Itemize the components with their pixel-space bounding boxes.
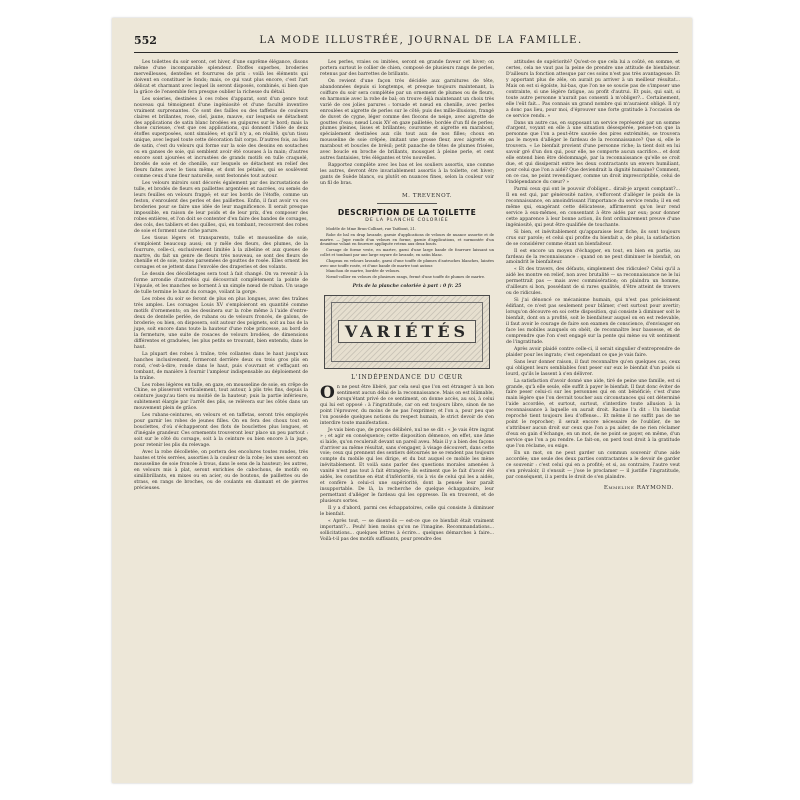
- paragraph: Rapportez complète avec les bas et les souliers assortis, une comme les autres, devront être invariablement assortis à la toilette, cet hiver; gants de Suède blancs, ou plutôt en nuances fines, selon la couleur voir un fil de bras.: [320, 163, 494, 187]
- paragraph: Sans leur donner raison, il faut reconnaître qu'en quelques cas, ceux qui obligent leurs semblables font peser sur eux le bienfait d'un poids si lourd, qu'ils le lassent à s'en délivrer.: [506, 359, 680, 377]
- paragraph: Les toilettes du soir seront, cet hiver, d'une suprême élégance, disons même d'une incomparable splendeur. Étoffes superbes, broderies merveilleuses, dentelles et fourrures de prix : voilà les éléments qui doivent en constituer le fonds; mais, ce qui vaut plus encore, c'est l'art délicat et charmant avec lequel ils seront disposés, combinés, si bien que la grâce de l'ensemble fera presque oublier la richesse du détail.: [134, 60, 308, 95]
- paragraph: Je vais bien que, de propos délibéré, nul ne se dit : « Je vais être ingrat » ; et agir en conséquence; cette disposition démence, en effet, une âme si laide, qu'on reculerait devant un pareil aveu. Mais il y a bien des façons d'arriver au même résultat, sans s'engager, à visage découvert, dans cette voie; ceux qui prennent des sentiers détournés ne se rendent pas toujours compte du mobile qui les dirige, et du but auquel ce mobile les mène inévitablement. Et voilà sans parler des questions morales amenées à vanité n'est pas tout à fait étrangère; ils estiment que le fait d'avoir été aidés, les constitue en état d'infériorité, vis à vis de celui qui les a aidés, et confère à celui-ci une supériorité, dont la pensée leur paraît insupportable. De là, la recherche de quelque échappatoire, leur permettant d'alléger le fardeau qui les oppresse. Ils en trouvent, et de plusieurs sortes.: [320, 427, 494, 505]
- varietes-vignette: [324, 295, 490, 369]
- journal-page: [112, 18, 692, 783]
- page-header: [134, 28, 678, 53]
- price-note: Prix de la planche coloriée à part : 0 fr. 25: [352, 283, 462, 289]
- article-opening: [320, 382, 494, 427]
- paragraph: Les soieries, destinées à ces robes d'apparat, sont d'un genre tout nouveau qui témoignent d'une ingéniosité et d'une faculté inventive vraiment surprenantes. Ce sont des failles ou des taffetas de couleurs claires et brillantes, rose, ciel, jaune, mauve, sur lesquels se détachent des applications de satin blanc brodées en guipures sur le bord; mais la chose curieuse, c'est que ces applications, qui donnent l'idée de deux étoffes superposées, sont simulées; et qu'il n'y a, en réalité, qu'un tissu unique, avec lequel toute cette décoration fait corps. D'autres fois, au lieu de satin, c'est du velours qui forme sur la soie des dessins en soutaches ou en ganses de soie, qui semblent avoir été cousues à la main; d'autres encore sont ajourées et incrustées de grands motifs en tulle craquelé, brodés de soie et de chenille, sur lesquels se détachent en relief des fleurs faites avec le tissu même, et dont les pétales, qui se soulèvent comme ceux d'une fleur naturelle, sont festonnés tout autour.: [134, 96, 308, 180]
- opening-text: n ne peut être libéré, par cela seul que l'on est étranger à un bon sentiment aucun délai de la reconnaissance. Mais on est blâmable, lorsqu'étant privé de ce sentiment, on donne accès, au soi, à celui qui lui est opposé : à l'ingratitude, car on est toujours libre, sinon de ne point l'éprouver, du moins de ne pas l'exprimer; et l'on a, pour peu que l'on possède quelques notions du respect humain, le strict devoir de s'en interdire toute manifestation.: [320, 384, 494, 426]
- author-signature: Emmeline RAYMOND.: [603, 484, 674, 491]
- vignette-title: VARIÉTÉS: [338, 320, 476, 343]
- description-paragraph: Robe de bal en drap lavande, garnie d'applications de velours de nuance assortie et de martre. — Jupe ronde d'un velours en forme, garnie d'applications, et surmontée d'un deuxième volant en fourrure appliquée retenu aux deux bouts.: [320, 232, 494, 247]
- paragraph: « Après tout, — se disent-ils — est-ce que ce bienfait était vraiment important?... Peuh! bien moins qu'on ne l'imagine. Recommandations... sollicitations... quelques lettres à écrire... quelques démarches à faire... Voilà-t-il pas des motifs suffisants, pour prendre des: [320, 518, 494, 542]
- drop-cap: O: [320, 382, 335, 403]
- author-signature: M. TREVENOT.: [401, 193, 453, 200]
- paragraph: Il est encore un moyen d'échapper, en tout, en bien en partie, au fardeau de la reconnaissance : quand on ne peut diminuer le bienfait, on amoindrit le bienfaiteur.: [506, 248, 680, 266]
- paragraph: La satisfaction d'avoir donné une aide, tiré de peine une famille, est si grande, qu'à elle seule, elle suffit à payer le bienfait. Il faut donc éviter de faire peser celui-ci sur les personnes qui en ont bénéficié; c'est d'une main légère que l'on devrait toucher aux circonstances qui ont déterminé l'aide accordée, et surtout, surtout, s'interdire toute allusion à la reconnaissance à laquelle on aurait droit. Racine l'a dit : Un bienfait reproché tient toujours lieu d'offense... Et même il ne suffit pas de ne point le reprocher; il serait encore nécessaire de l'oublier, de ne s'attribuer aucun droit sur ceux que l'on a pu aider, de ne rien réclamer d'eux en gain d'échange, en un mot, de ne point se payer, en même, d'un service que l'on a pu rendre. Le fait-on, on perd tout droit à la gratitude que l'on réclame, ou exige.: [506, 378, 680, 450]
- paragraph: Si bien, et inévitablement qu'apparaisse leur fiche, ils sont toujours crus sur parole; et celui qui profite du bienfait a, de plus, la satisfaction de se considérer comme étant un bienfaiteur.: [506, 229, 680, 247]
- paragraph: Dans un autre cas, en supposant un service représenté par un somme d'argent, voyant en elle à une situation désespérée, pense-t-on que la personne que l'on a peut-être sauvée des pires extrémités, se trouvera pas le moyen d'alléger le fardeau de la reconnaissance? Que si, elle le trouvera. « Le bienfait provient d'une personne riche; la tient doit en lui savoir gré d'un don qui, pour elle, ne comporte aucun sacrifice... et dont elle entend bien être dédommagé, par la reconnaissance qu'elle se croit due, et qui dissiperait entre les deux contractants un envers humiliant, pour celui que l'on a aidé? Que deviendrait la dignité humaine? Comment, on ce cas, ne point revendiquer, comme un droit imprescriptible, celui de l'indépendance du cœur? »: [506, 120, 680, 186]
- paragraph: Parmi ceux qui ont le pouvoir d'obliger... dirait-je argent comptant?... Il en est qui, par générosité native, s'efforcent d'alléger le poids de la reconnaissance, en amoindrissant l'importance du service rendu; il en est même qui, exagérant cette délicatesse, affirmeront qu'on leur rend service à eux-mêmes, en consentant à être aidés par eux; pour donner cette apparence à leur bonne action, ils font ordinairement preuve d'une ingéniosité, qui peut être qualifiée de touchante.: [506, 187, 680, 228]
- paragraph: Les perles, vraies ou imitées, seront en grande faveur cet hiver; on portera surtout le collier de chien, composé de plusieurs rangs de perles, retenus par des barrettes de brillants.: [320, 60, 494, 77]
- paragraph: Après avoir plaidé contre celle-ci, il serait singulier d'entreprendre de plaider pour les ingrats; c'est cependant ce que je vais faire.: [506, 346, 680, 358]
- paragraph: « Et des travers, des défauts, simplement des ridicules? Celui qu'il a aidé les montre en relief, non avec brutalité — sa reconnaissance ne le lui permettrait pas — mais avec commisération; on plaindra un homme, d'ailleurs si bon, possédant de si rares qualités, d'être atteint de travers ou de ridicules.: [506, 267, 680, 297]
- description-paragraph: Nœud-collier en velours de plusieurs rangs, fermé d'une touffe de plumes de martre.: [326, 275, 486, 280]
- paragraph: Les velours miroirs sont décorés également par des incrustations de tulle, et brodés de fleurs en paillettes argentées et nacrées, ou semés de leurs feuilles en velours frappé; et sur les bords de l'étoffe, comme un feston, s'enroulent des perles et des paillettes. Enfin, il faut avoir vu ces broderies pour se faire une idée de leur magnificence. Il serait presque impossible, en raison de leur poids et de leur prix, d'en composer des robes entières, et l'on doit se contenter d'en faire des bandes de corsages, des cols, des tabliers et des quilles, qui, en tombant, recouvrent des robes de soie et forment une riche parure.: [134, 181, 308, 234]
- column-middle: [320, 60, 494, 544]
- model-credit: Modèle de Mme Brun-Collinet, rue Taitbout, 21.: [326, 227, 417, 232]
- page-number: 552: [134, 33, 157, 47]
- paragraph: Les robes légères en tulle, en gaze, en mousseline de soie, en crêpe de Chine, se plisseront verticalement, tout autour, à plis très fins, depuis la ceinture jusqu'au tiers ou moitié de la hauteur; puis la partie inférieure, subitement élargie par l'arrêt des plis, se relèvera sur les côtés dans un mouvement plein de grâce.: [134, 382, 308, 412]
- description-paragraph: Corsage de forme veste, en martre, garni d'une large bande de fourrure laissant un collet et tombant par une large rayure de lavande, en satin blanc.: [320, 248, 494, 257]
- paragraph: Il y a d'abord, parmi ces échappatoires, celle qui consiste à diminuer le bienfait.: [320, 506, 494, 517]
- article-title: L'INDÉPENDANCE DU CŒUR: [351, 373, 463, 381]
- paragraph: Avec la robe décolletée, on portera des encolures toutes rondes, très hautes et très serrées, assorties à la couleur de la robe; les unes seront en mousseline de soie froncée à trous, dans le sens de la hauteur; les autres, en velours mis à plat, seront enrichies de cabochons, de motifs en similibrillants, en mixes ou en acier, ou de boutons, de paillettes ou de strass, en rangs de broches, ou de coulants en diamant et de pierres précieuses.: [134, 450, 308, 491]
- journal-title: LA MODE ILLUSTRÉE, JOURNAL DE LA FAMILLE.: [259, 34, 583, 46]
- paragraph: On revient d'une façon très décidée aux garnitures de tête, abandonnées depuis si longtemps, et presque toujours maintenant, la coiffure du soir sera complétée par un ornement de plumes ou de fleurs, en harmonie avec la robe de bal; on trouve déjà maintenant un choix très varié de ces jolies parures : torsade et nœud en chenille, avec perles enroulées et aigrette de perles sur le côté; puis des mille-illusions, frangé de duvet de cygne, léger comme des flocons de neige, avec aigrette de gouttes d'eau; nœud Louis XV en gaze pailletée, bordée d'un fil de perles; plumes pleines, lisses et brillantes; couronne et aigrette en marabout, spécialement destinées aux cils tout aux de nos filles; choux en mousseline de soie crêpée, imitant une grosse fleur, avec aigrette en marabout et boucles de brésil; petit panache de têtes de plumes frisées, avec boucle en broche de brillants, mousquet à pleine perle, et cent autres fantaisies, très élégantes et très nouvelles.: [320, 78, 494, 162]
- paragraph: Le dessin des décolletages sera tout à fait changé. On va revenir à la forme arrondie d'autrefois qui découvrait complètement la pointe de l'épaule, et les manches se bornent à un simple nœud de ruban. Un usage de tulle termine le haut du corsage, voilant la gorge.: [134, 272, 308, 296]
- divider: [377, 203, 437, 204]
- paragraph: attitudes de supériorité? Qu'est-ce que cela lui a coûté, en somme, et certes, cela ne vaut pas la peine de prendre une attitude de bienfaiteur. D'ailleurs la fonction attesque par ces soins n'est pas très avantageuse. Et y apportant plus de zèle, on aurait pu arriver à un meilleur résultat... Mais on est si égoïste, lui-bas, que l'on ne se soucie pas de s'imposer une contrainte, si une légère fatigue, au profit d'autrui. Et puis, qui sait, si toute autre personne n'aurait pas consenti à m'obliger?... Certainement, elle l'eût fait... Pas connais un grand nombre qui m'auraient obligé. Il n'y a donc pas lieu, pour moi, d'éprouver une forte gratitude à l'occasion de ce service rendu. »: [506, 60, 680, 119]
- paragraph: La plupart des robes à traîne, très collantes dans le haut jusqu'aux hanches inclusivement, formeront derrière deux ou trois gros plis en rond, c'est-à-dire, ronde dans le haut, puis s'ouvrant et s'effaçant en tombant, de manière à fournir l'ampleur indispensable au déploiement de la traîne.: [134, 351, 308, 381]
- paragraph: Les robes du soir se feront de plus en plus longues, avec des traînes très amples. Les corsages Louis XV s'emploieront en quantité comme motifs d'ornements; on les dessinera sur la robe même à l'aide d'entre-deux de dentelle perlée, de rubans ou de velours froncés, de galons, de broderie; ou bien, on disposera, soit autour des poignets, soit au bas de la jupe, soit encore dans toute la hauteur d'une robe princesse, au bord de la fermeture, une suite de rosaces de velours brodées, de dimensions différentes et graduées, les plus petits se trouvant, bien entendu, dans le haut.: [134, 297, 308, 350]
- description-paragraph: Chapeau en velours lavande, garni d'une touffe de plumes d'autruches blanches, lainées avec une touffe rosée, et d'une bande de martre tout autour.: [320, 258, 494, 268]
- paragraph: Si j'ai dénoncé ce mécanisme humain, qui n'est pas précisément édifiant, ce n'est pas seulement pour blâmer, c'est surtout pour avertir; lorsqu'on découvre en soi cette disposition, qui consiste à diminuer soit le bienfait, dont on a profité, soit le bienfaiteur auquel on en est redevable, il faut avoir le courage de faire son examen de conscience, d'envisager en face les mobiles auxquels on obéit, de reconnaître leur bassesse, et de comprendre que l'on s'est engagé sur la pente qui mène ou vit sentiment de l'ingratitude.: [506, 298, 680, 345]
- section-subheading: DE LA PLANCHE COLORIÉE: [365, 218, 449, 224]
- section-heading: DESCRIPTION DE LA TOILETTE: [337, 208, 477, 218]
- paragraph: En un mot, on ne peut garder un commun souvenir d'une aide accordée; une seule des deux parties contractantes a le devoir de garder ce souvenir : c'est celui qui en a profité; et si, au contraire, l'autre veut s'en prévaloir, il s'ensuit — j'ose le proclamer — il justifie l'ingratitude, par conséquent, il a perdu le droit de s'en plaindre.: [506, 451, 680, 480]
- column-left: [134, 60, 308, 493]
- description-paragraph: Manchon de martre, bordée de velours.: [326, 269, 401, 274]
- paragraph: Les tissus légers et transparents, tulle et mousseline de soie, s'emploient beaucoup aussi; on y mêle des fleurs, des plumes, de la fourrure, celle-ci, exclusivement limitée à la zibeline et aux queues de martre, du fait un genre de fleurs très nouveau, se sont des fleurs de chenille et de soie, toutes parsemées de gouttes de rosée. Elles ornent les corsages et se jettent dans l'envolée des draperies et des volants.: [134, 235, 308, 271]
- column-right: [506, 60, 680, 491]
- paragraph: Les rubans-ceintures, en velours et en taffetas, seront très employés pour garnir les robes de jeunes filles. On en fera des choux tout en bouclettes, d'où s'échapperont des flots de bouclettes plus longues, et d'inégale grandeur. Ces ornements trouveront leur place un peu partout : soit sur le côté du corsage, soit à la ceinture ou bien encore à la jupe, pour retenir les plis du relevage.: [134, 413, 308, 449]
